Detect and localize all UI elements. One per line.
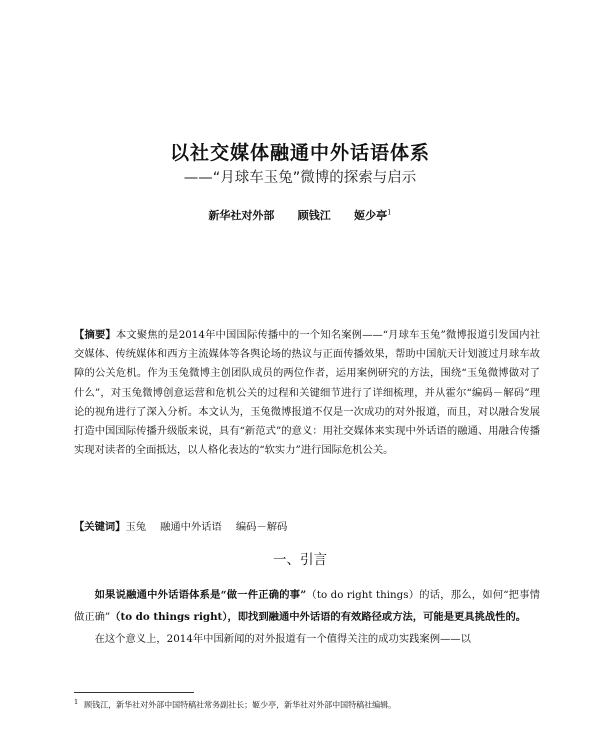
footnote [74,696,540,712]
keyword: 融通中外话语 [160,521,222,533]
paper-subtitle: ——“月球车玉兔”微博的探索与启示 [183,170,417,186]
footnote-text: 顾钱江，新华社对外部中国特稿社常务副社长；姬少亭，新华社对外部中国特稿社编辑。 [84,700,397,710]
keywords-label: 【关键词】 [74,521,126,533]
body-bold-phrase: 如果说融通中外话语体系是“做一件正确的事” [94,589,307,601]
body-bold-phrase: （to do things right），即找到融通中外话语的有效路径或方法，可能是更具挑战性的。 [110,611,527,623]
keywords [74,518,540,537]
abstract [74,326,540,460]
author-line [0,207,600,223]
author-name: 顾钱江 [297,209,331,222]
author-name: 姬少亭 [354,209,388,222]
author-footnote-mark: 1 [387,208,392,217]
body-text [74,584,540,650]
keyword: 编码－解码 [235,521,288,533]
abstract-label: 【摘要】 [74,329,116,341]
footnote-divider [74,692,194,693]
body-phrase: （to do right things）的话，那么，如何“把事情做正确” [74,589,540,623]
abstract-text: 本文聚焦的是2014年中国国际传播中的一个知名案例——“月球车玉兔”微博报道引发国内社交媒体、传统媒体和西方主流媒体等各舆论场的热议与正面传播效果，帮助中国航天计划渡过月球车故障的公关危机。作为玉兔微博主创团队成员的两位作者，运用案例研究的方法，围绕“玉兔微博做对了什么”，对玉兔微博创意运营和危机公关的过程和关键细节进行了详细梳理，并从霍尔“编码－解码”理论的视角进行了深入分析。本文认为，玉兔微博报道不仅是一次成功的对外报道，而且，对以融合发展打造中国国际传播升级版来说，具有“新范式”的意义：用社交媒体来实现中外话语的融通、用融合传播实现对读者的全面抵达，以人格化表达的“软实力”进行国际危机公关。 [74,329,541,457]
paper-title: 以社交媒体融通中外话语体系 [169,142,430,164]
footnote-mark: 1 [74,698,79,706]
section-heading: 一、引言 [273,552,327,568]
body-paragraph [74,584,540,628]
author-affiliation: 新华社对外部 [208,209,275,222]
keyword: 玉兔 [125,521,147,533]
body-paragraph: 在这个意义上，2014年中国新闻的对外报道有一个值得关注的成功实践案例——以 [94,633,471,645]
